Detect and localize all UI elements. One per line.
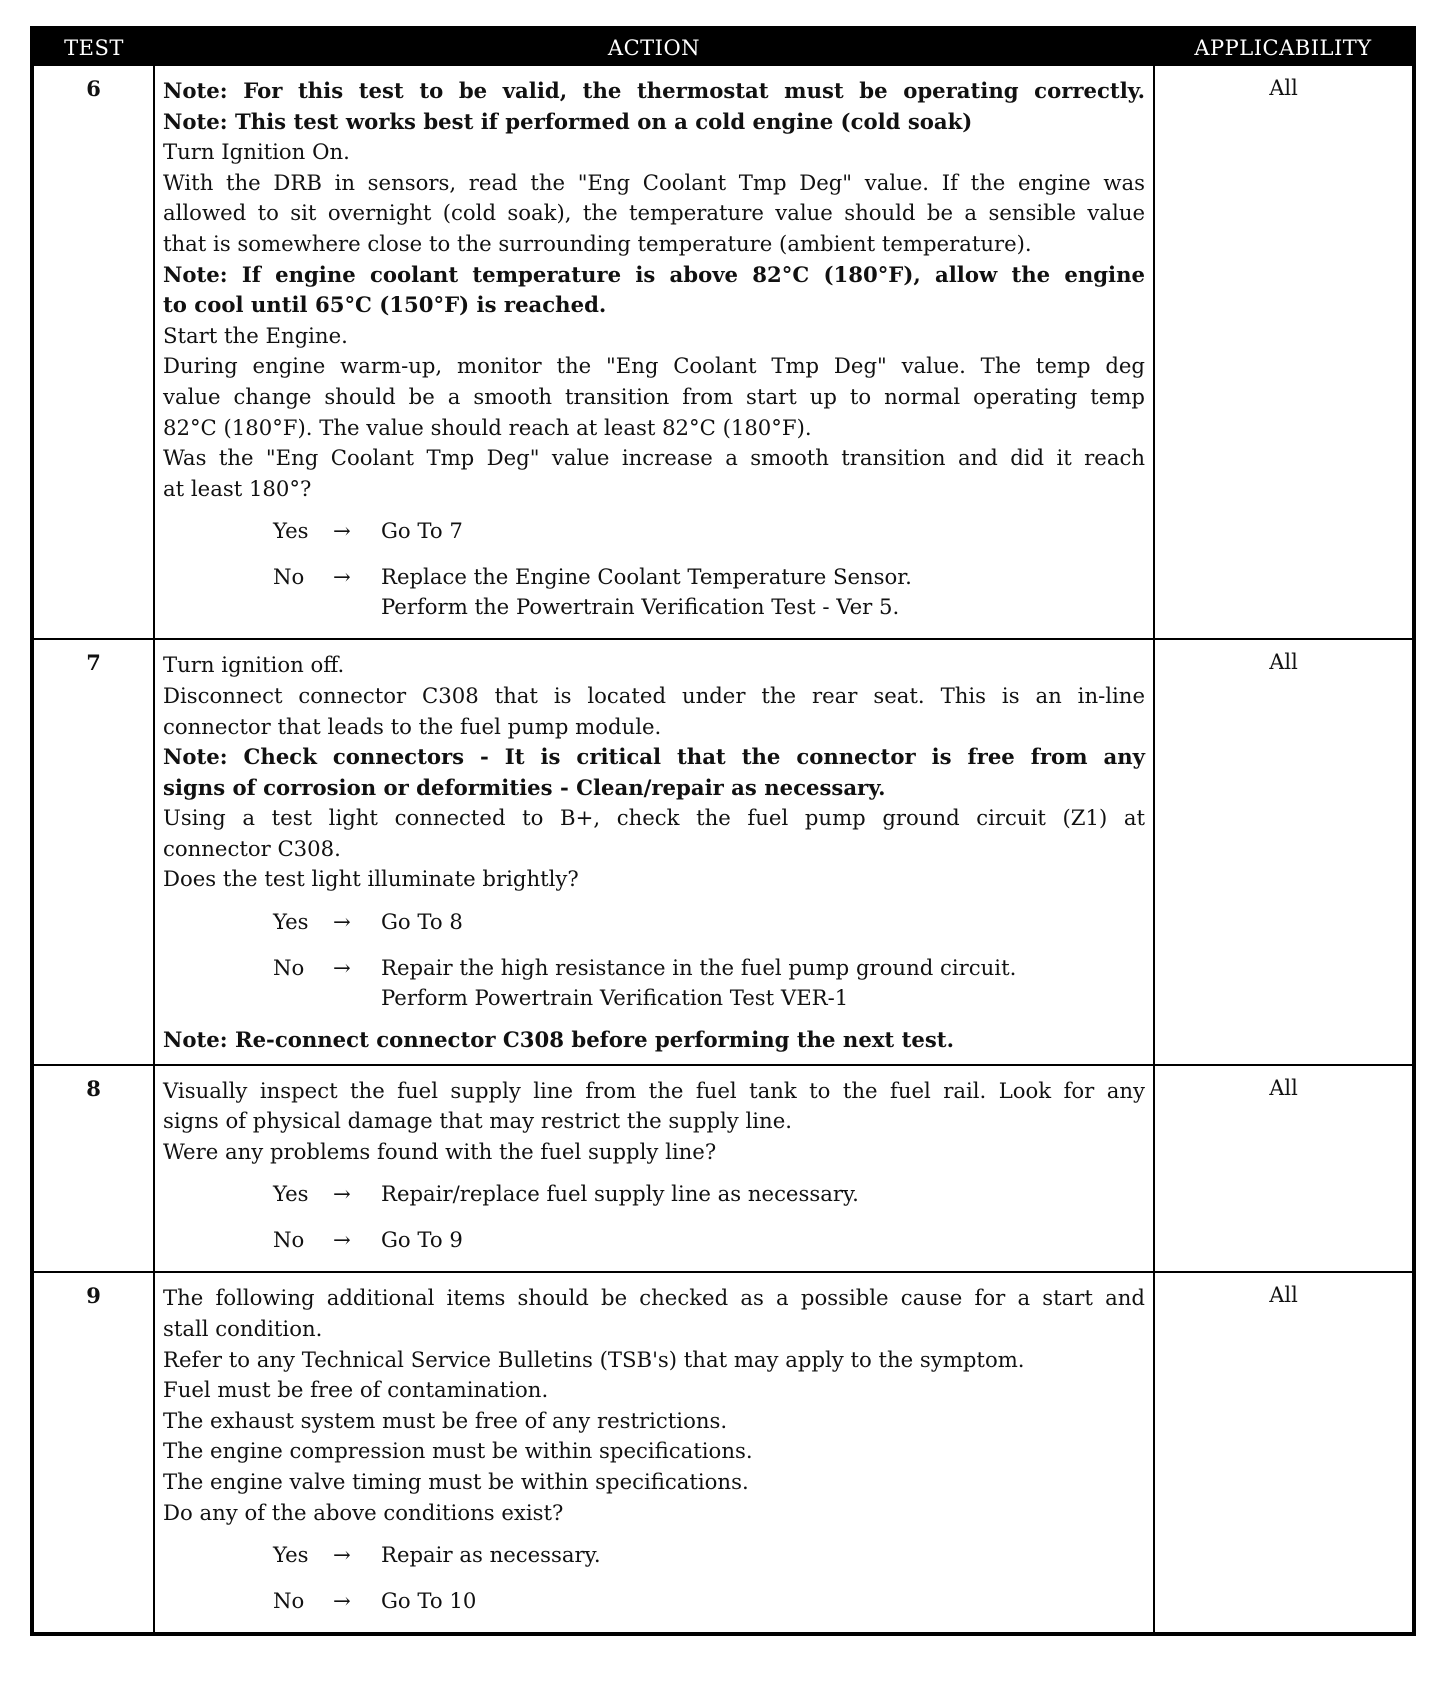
instruction-line: The following additional items should be checked as a possible cause for a start and — [163, 1285, 1145, 1311]
arrow-right-icon: → — [333, 1588, 351, 1614]
arrow-right-icon: → — [333, 1542, 351, 1568]
instruction-line: at least 180°? — [163, 475, 312, 501]
arrow-right-icon: → — [333, 1181, 351, 1207]
branch-result-line: Go To 7 — [381, 518, 463, 544]
instruction-line: Turn ignition off. — [163, 652, 345, 678]
note-line: Note: This test works best if performed on a cold engine (cold soak) — [163, 108, 973, 134]
instruction-line: Using a test light connected to B+, check the fuel pump ground circuit (Z1) at — [163, 805, 1145, 831]
branch-no — [163, 1586, 1145, 1616]
header-test: TEST — [32, 28, 154, 66]
branch-result — [381, 562, 1145, 622]
test-row — [32, 1272, 1414, 1634]
instruction-line: The exhaust system must be free of any restrictions. — [163, 1407, 728, 1433]
branch-result-line: Repair the high resistance in the fuel pump ground circuit. — [381, 955, 1017, 981]
branch-no — [163, 562, 1145, 622]
instruction-line: With the DRB in sensors, read the "Eng Coolant Tmp Deg" value. If the engine was — [163, 169, 1145, 195]
test-action — [154, 639, 1154, 1064]
instruction-line: Turn Ignition On. — [163, 139, 350, 165]
instruction-line: value change should be a smooth transition from start up to normal operating temp — [163, 383, 1145, 409]
branch-result-line: Perform the Powertrain Verification Test - Ver 5. — [381, 594, 900, 620]
arrow-right-icon: → — [333, 1227, 351, 1253]
branch-yes — [163, 1179, 1145, 1209]
branch-label: Yes — [273, 909, 309, 935]
diagnostic-test-table — [30, 26, 1416, 1636]
arrow-right-icon: → — [333, 955, 351, 981]
branch-result-line: Go To 10 — [381, 1588, 477, 1614]
table-body — [32, 66, 1414, 1634]
test-applicability: All — [1154, 1065, 1414, 1273]
branch-list — [163, 907, 1145, 1013]
branch-result-line: Replace the Engine Coolant Temperature Sensor. — [381, 564, 912, 590]
branch-label: No — [273, 564, 305, 590]
instruction-line: 82°C (180°F). The value should reach at least 82°C (180°F). — [163, 414, 812, 440]
branch-result — [381, 1540, 1145, 1570]
branch-label: Yes — [273, 1181, 309, 1207]
instruction-line: The engine valve timing must be within specifications. — [163, 1469, 749, 1494]
note-line: signs of corrosion or deformities - Clean/repair as necessary. — [163, 774, 886, 800]
instruction-line: Start the Engine. — [163, 322, 348, 348]
instruction-line: Fuel must be free of contamination. — [163, 1377, 549, 1403]
instruction-line: Refer to any Technical Service Bulletins (TSB's) that may apply to the symptom. — [163, 1346, 1025, 1372]
branch-label: No — [273, 955, 305, 981]
note-line: Note: For this test to be valid, the thermostat must be operating correctly. — [163, 78, 1145, 103]
branch-result — [381, 516, 1145, 546]
header-action: ACTION — [154, 28, 1154, 66]
instruction-line: Were any problems found with the fuel supply line? — [163, 1138, 717, 1164]
test-applicability: All — [1154, 639, 1414, 1064]
branch-yes — [163, 1540, 1145, 1570]
test-number: 8 — [32, 1065, 154, 1273]
note-line: Note: If engine coolant temperature is above 82°C (180°F), allow the engine — [163, 261, 1145, 287]
branch-result-line: Perform Powertrain Verification Test VER-1 — [381, 985, 849, 1011]
branch-no — [163, 1225, 1145, 1255]
instruction-line: The engine compression must be within specifications. — [163, 1438, 753, 1464]
branch-result-line: Repair/replace fuel supply line as necessary. — [381, 1181, 859, 1207]
branch-result — [381, 907, 1145, 937]
branch-list — [163, 1179, 1145, 1255]
header-applicability: APPLICABILITY — [1154, 28, 1414, 66]
branch-result-line: Go To 8 — [381, 909, 463, 935]
branch-result — [381, 1586, 1145, 1616]
reconnect-note: Note: Re-connect connector C308 before performing the next test. — [163, 1027, 954, 1053]
branch-label: No — [273, 1588, 305, 1614]
arrow-right-icon: → — [333, 909, 351, 935]
branch-result-line: Repair as necessary. — [381, 1542, 601, 1568]
instruction-line: Does the test light illuminate brightly? — [163, 866, 579, 892]
test-row — [32, 1065, 1414, 1273]
branch-yes — [163, 907, 1145, 937]
instruction-line: connector C308. — [163, 835, 341, 861]
arrow-right-icon: → — [333, 518, 351, 544]
note-line: Note: Check connectors - It is critical that the connector is free from any — [163, 744, 1145, 770]
instruction-line: stall condition. — [163, 1316, 323, 1342]
branch-label: Yes — [273, 518, 309, 544]
test-number: 6 — [32, 66, 154, 639]
arrow-right-icon: → — [333, 564, 351, 590]
branch-label: Yes — [273, 1542, 309, 1568]
branch-result — [381, 953, 1145, 1013]
instruction-line: allowed to sit overnight (cold soak), the temperature value should be a sensible value — [163, 200, 1145, 226]
instruction-line: signs of physical damage that may restrict the supply line. — [163, 1108, 792, 1134]
test-number: 9 — [32, 1272, 154, 1634]
branch-result — [381, 1179, 1145, 1209]
instruction-line: Do any of the above conditions exist? — [163, 1499, 564, 1525]
note-line: to cool until 65°C (150°F) is reached. — [163, 292, 607, 318]
instruction-line: Was the "Eng Coolant Tmp Deg" value increase a smooth transition and did it reach — [163, 445, 1145, 471]
test-number: 7 — [32, 639, 154, 1064]
instruction-line: connector that leads to the fuel pump module. — [163, 713, 662, 739]
test-row — [32, 639, 1414, 1064]
test-applicability: All — [1154, 66, 1414, 639]
test-action — [154, 1272, 1154, 1634]
instruction-line: Disconnect connector C308 that is located under the rear seat. This is an in-line — [163, 682, 1145, 708]
branch-list — [163, 516, 1145, 622]
branch-result-line: Go To 9 — [381, 1227, 463, 1253]
test-applicability: All — [1154, 1272, 1414, 1634]
branch-yes — [163, 516, 1145, 546]
branch-no — [163, 953, 1145, 1013]
branch-list — [163, 1540, 1145, 1616]
branch-result — [381, 1225, 1145, 1255]
test-action — [154, 66, 1154, 639]
branch-label: No — [273, 1227, 305, 1253]
table-header — [32, 28, 1414, 66]
test-action — [154, 1065, 1154, 1273]
test-row — [32, 66, 1414, 639]
instruction-line: that is somewhere close to the surrounding temperature (ambient temperature). — [163, 230, 1032, 256]
instruction-line: During engine warm-up, monitor the "Eng Coolant Tmp Deg" value. The temp deg — [163, 353, 1145, 379]
instruction-line: Visually inspect the fuel supply line from the fuel tank to the fuel rail. Look for any — [163, 1077, 1145, 1103]
